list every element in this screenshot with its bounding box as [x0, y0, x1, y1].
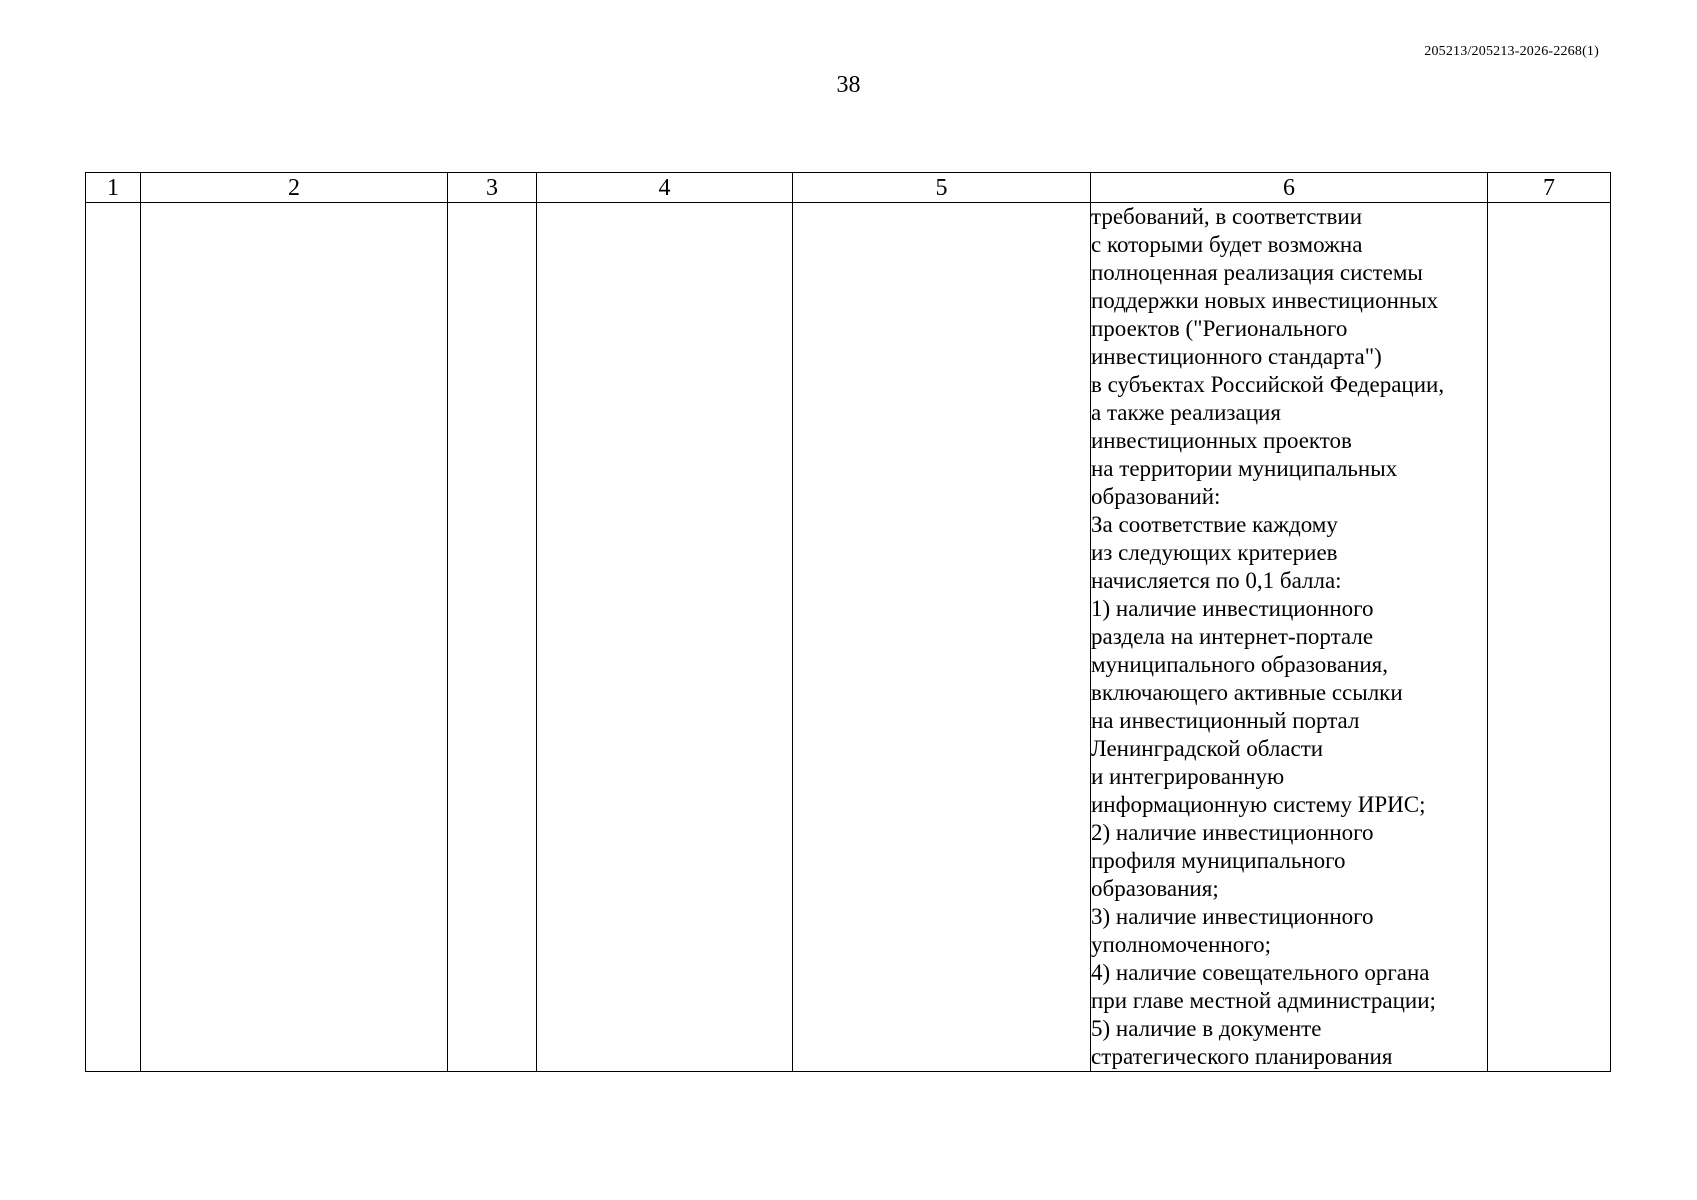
text-line: 4) наличие совещательного органа: [1091, 960, 1430, 985]
cell-col-6: [1091, 203, 1488, 1072]
page-number: 38: [836, 72, 861, 98]
column-header-2: 2: [141, 173, 448, 203]
text-line: начисляется по 0,1 балла:: [1091, 568, 1342, 593]
cell-col-3: [448, 203, 537, 1072]
text-line: из следующих критериев: [1091, 540, 1338, 565]
text-line: раздела на интернет-портале: [1091, 624, 1374, 649]
text-line: профиля муниципального: [1091, 848, 1346, 873]
cell-col-1: [86, 203, 141, 1072]
text-line: инвестиционного стандарта"): [1091, 344, 1382, 369]
text-line: образования;: [1091, 876, 1219, 901]
text-line: 5) наличие в документе: [1091, 1016, 1322, 1041]
text-line: включающего активные ссылки: [1091, 680, 1403, 705]
text-line: проектов ("Регионального: [1091, 316, 1348, 341]
text-line: информационную систему ИРИС;: [1091, 792, 1426, 817]
text-line: на инвестиционный портал: [1091, 708, 1360, 733]
text-line: уполномоченного;: [1091, 932, 1271, 957]
text-line: на территории муниципальных: [1091, 456, 1398, 481]
column-header-6: 6: [1091, 173, 1488, 203]
text-line: поддержки новых инвестиционных: [1091, 288, 1439, 313]
text-line: в субъектах Российской Федерации,: [1091, 372, 1445, 397]
text-line: требований, в соответствии: [1091, 204, 1363, 229]
column-header-4: 4: [537, 173, 793, 203]
text-line: 2) наличие инвестиционного: [1091, 820, 1374, 845]
cell-col-7: [1488, 203, 1611, 1072]
column-header-7: 7: [1488, 173, 1611, 203]
text-line: инвестиционных проектов: [1091, 428, 1352, 453]
document-id: 205213/205213-2026-2268(1): [1424, 44, 1599, 59]
text-line: полноценная реализация системы: [1091, 260, 1423, 285]
text-line: стратегического планирования: [1091, 1044, 1393, 1069]
text-line: муниципального образования,: [1091, 652, 1388, 677]
text-line: 1) наличие инвестиционного: [1091, 596, 1374, 621]
text-line: а также реализация: [1091, 400, 1281, 425]
text-line: За соответствие каждому: [1091, 512, 1338, 537]
table-header-row: [86, 173, 1611, 203]
cell-col-5: [793, 203, 1091, 1072]
text-line: образований:: [1091, 484, 1221, 509]
text-line: 3) наличие инвестиционного: [1091, 904, 1374, 929]
text-line: и интегрированную: [1091, 764, 1285, 789]
table-row: [86, 203, 1611, 1072]
column-header-3: 3: [448, 173, 537, 203]
data-table: [85, 172, 1611, 1072]
column-header-1: 1: [86, 173, 141, 203]
text-line: при главе местной администрации;: [1091, 988, 1436, 1013]
text-line: Ленинградской области: [1091, 736, 1324, 761]
text-line: с которыми будет возможна: [1091, 232, 1363, 257]
cell-col-4: [537, 203, 793, 1072]
column-header-5: 5: [793, 173, 1091, 203]
cell-col-2: [141, 203, 448, 1072]
